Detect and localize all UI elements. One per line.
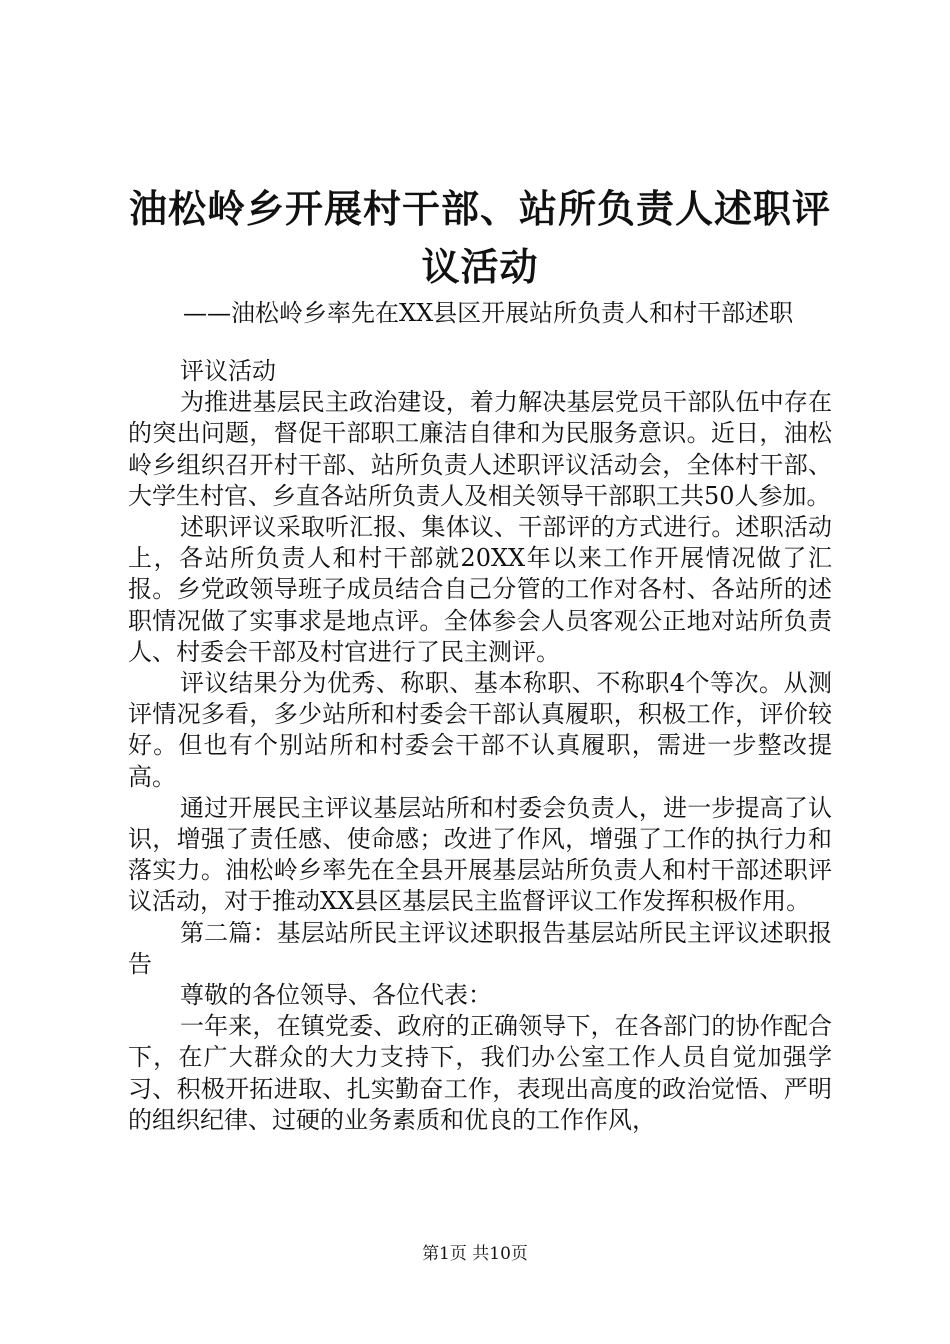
- document-title: 油松岭乡开展村干部、站所负责人述职评议活动: [128, 186, 831, 289]
- paragraph: 评议结果分为优秀、称职、基本称职、不称职4个等次。从测评情况多看，多少站所和村委会干部认真履职，积极工作，评价较好。但也有个别站所和村委会干部不认真履职，需进一步整改提高。: [128, 669, 832, 791]
- paragraph: 尊敬的各位领导、各位代表：: [180, 981, 492, 1010]
- paragraph: 为推进基层民主政治建设，着力解决基层党员干部队伍中存在的突出问题，督促干部职工廉洁自律和为民服务意识。近日，油松岭乡组织召开村干部、站所负责人述职评议活动会，全体村干部、大学生村官、乡直各站所负责人及相关领导干部职工共50人参加。: [128, 388, 832, 510]
- paragraph: 述职评议采取听汇报、集体议、干部评的方式进行。述职活动上，各站所负责人和村干部就20XX年以来工作开展情况做了汇报。乡党政领导班子成员结合自己分管的工作对各村、各站所的述职情况做了实事求是地点评。全体参会人员客观公正地对站所负责人、村委会干部及村官进行了民主测评。: [128, 513, 832, 666]
- paragraph: 第二篇：基层站所民主评议述职报告基层站所民主评议述职报告: [128, 918, 832, 978]
- page-number: 第1页 共10页: [422, 1244, 528, 1264]
- paragraph: 通过开展民主评议基层站所和村委会负责人，进一步提高了认识，增强了责任感、使命感；改进了作风，增强了工作的执行力和落实力。油松岭乡率先在全县开展基层站所负责人和村干部述职评议活动，对于推动XX县区基层民主监督评议工作发挥积极作用。: [128, 793, 832, 916]
- document-body: [128, 356, 832, 1136]
- paragraph: 一年来，在镇党委、政府的正确领导下，在各部门的协作配合下，在广大群众的大力支持下，我们办公室工作人员自觉加强学习、积极开拓进取、扎实勤奋工作，表现出高度的政治觉悟、严明的组织纪律、过硬的业务素质和优良的工作作风，: [128, 1012, 832, 1134]
- paragraph: 评议活动: [180, 357, 276, 385]
- document-subtitle: ——油松岭乡率先在XX县区开展站所负责人和村干部述职: [183, 299, 794, 327]
